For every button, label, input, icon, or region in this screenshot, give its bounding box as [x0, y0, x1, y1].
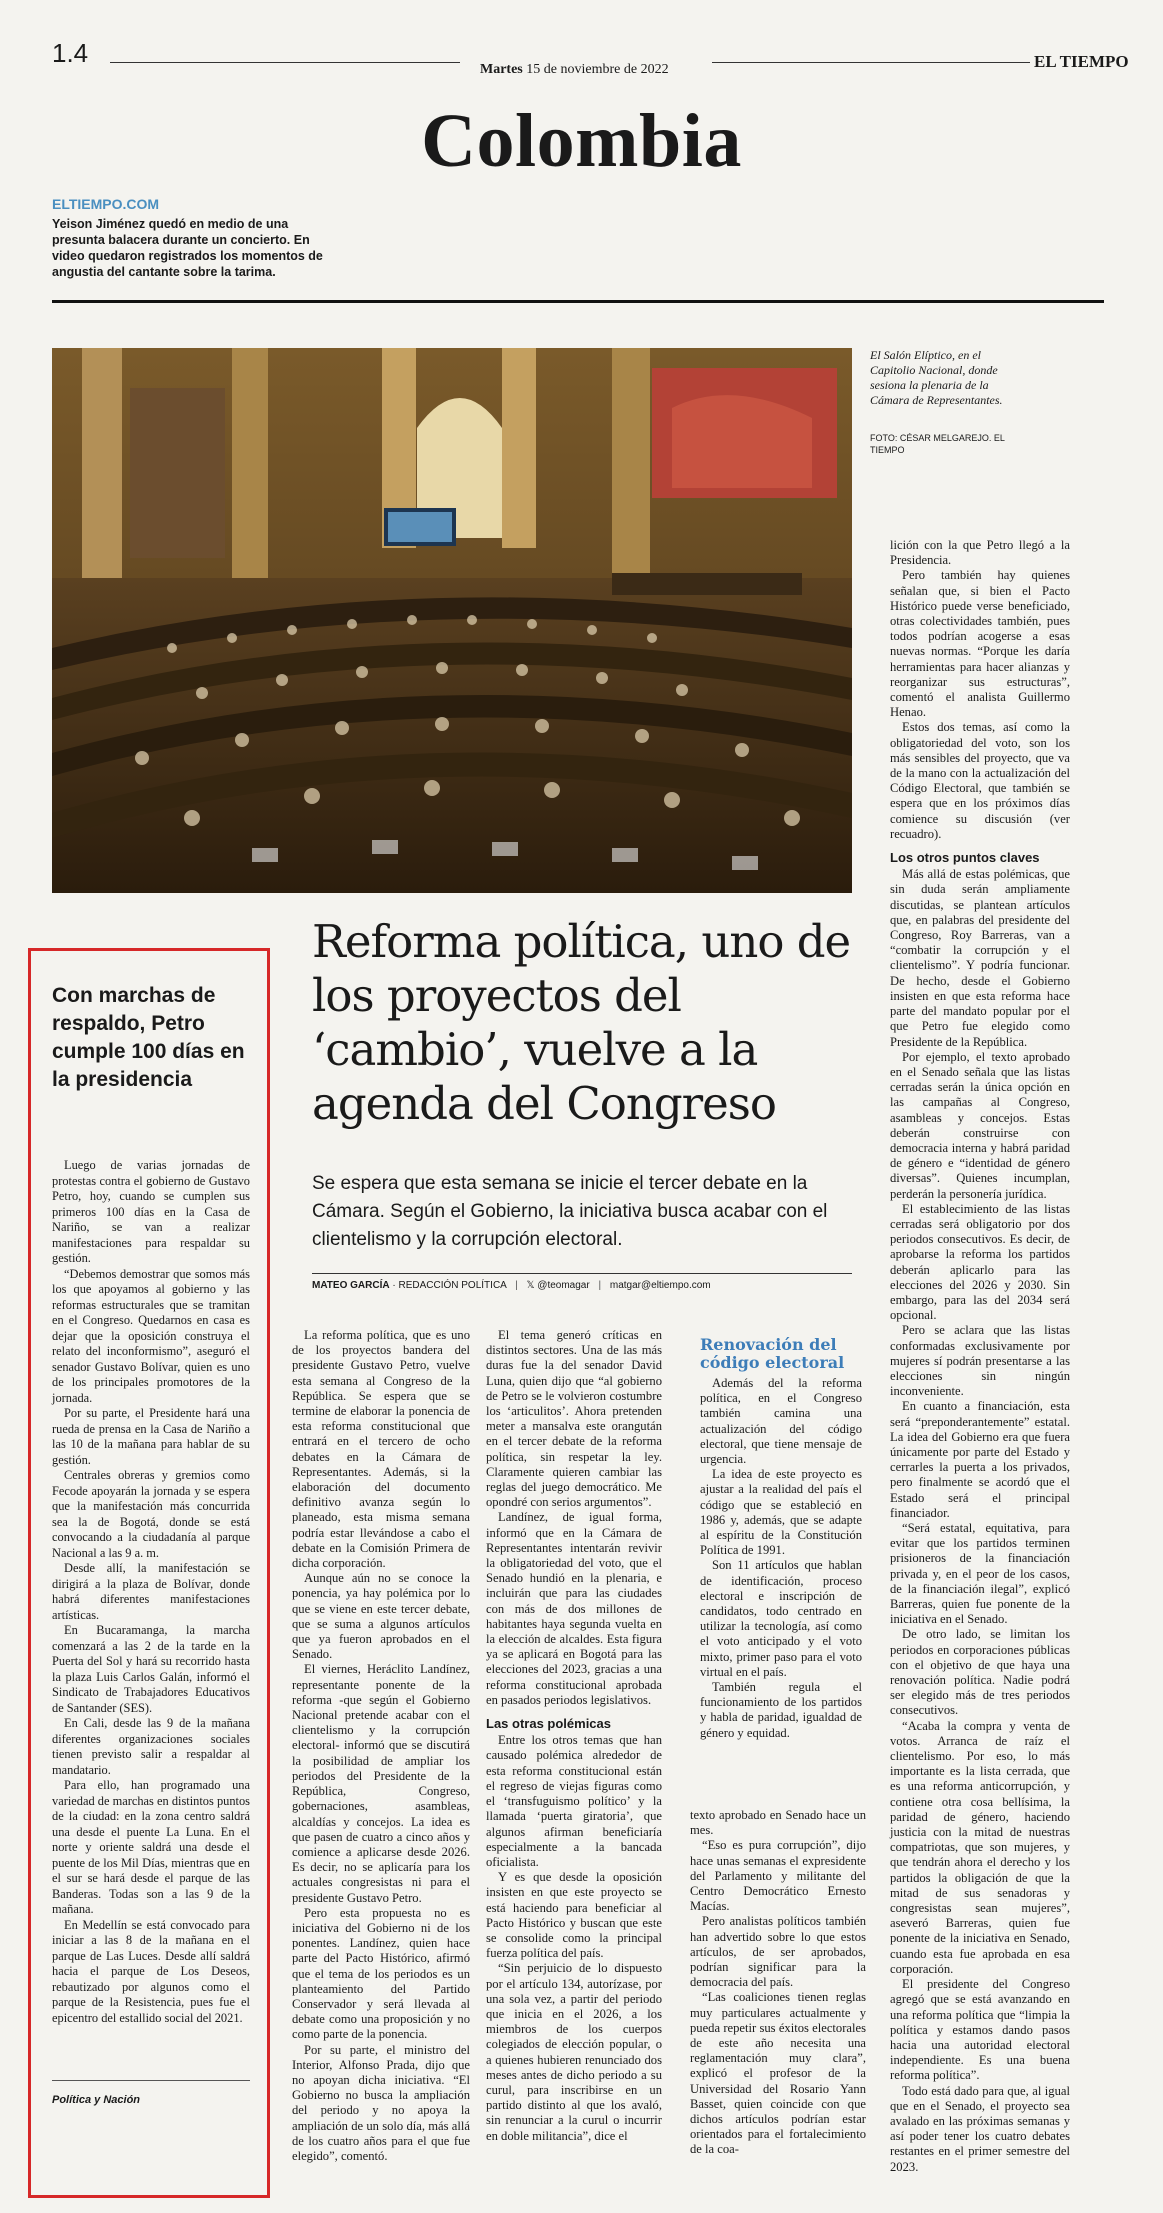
- article-paragraph: Landínez, de igual forma, informó que en la Cámara de Representantes intentarán revivir la obligatoriedad del voto, que el Senado hundió en la plenaria, e incluirán que para las ciudades con más de dos millones de habitantes haya segunda vuelta en la elección de alcaldes. Esta figura ya se aplicará en Bogotá para las elecciones del 2023, gracias a una reforma constitucional aprobada en pasados periodos legislativos.: [486, 1510, 662, 1707]
- article-paragraph: “Acaba la compra y venta de votos. Arranca de raíz el clientelismo. Por eso, lo más importante es la lista cerrada, que es una reforma anticorrupción, y contiene otra cosa bellísima, la paridad de género, haciendo justicia con la mitad de nuestras compatriotas, que son mujeres, y que tendrán ahora el derecho y los partidos la obligación de que la mitad de sus senadoras y congresistas sean mujeres”, aseveró Barreras, quien fue ponente de la iniciativa en Senado, cuando esta fue aprobada en esa corporación.: [890, 1718, 1070, 1976]
- article-paragraph: También regula el funcionamiento de los partidos y habla de paridad, igualdad de género y equidad.: [700, 1680, 862, 1740]
- article-column-2: [486, 1328, 662, 2144]
- subheading-otras-polemicas: Las otras polémicas: [486, 1716, 611, 1732]
- sidebar-paragraph: Para ello, han programado una variedad de marchas en distintos puntos de la ciudad: en la zona centro saldrá una desde el puente La Luna. En el norte y oriente saldrá una desde el puente de los Mil Días, mientras que en el sur se hará desde el parque de las Banderas. Todas son a las 9 de la mañana.: [52, 1778, 250, 1916]
- article-paragraph: La reforma política, que es uno de los proyectos bandera del presidente Gustavo Petro, vuelve esta semana al Congreso de la República. Se espera que se termine de elaborar la ponencia de esta reforma constitucional que entrará en el tercero de ocho debates en la Cámara de Representantes. Además, si la elaboración del documento definitivo avanza según lo planeado, esta misma semana podría estar llevándose a cabo el debate en la Comisión Primera de dicha corporación.: [292, 1328, 470, 1571]
- section-title: Colombia: [421, 99, 742, 183]
- sidebar-paragraph: Luego de varias jornadas de protestas contra el gobierno de Gustavo Petro, hoy, cuando se cumplen sus primeros 100 días en la Casa de Nariño, se van a realizar manifestaciones para respaldar su gestión.: [52, 1158, 250, 1265]
- promo-site-link[interactable]: ELTIEMPO.COM: [52, 196, 160, 212]
- subheading-otros-puntos: Los otros puntos claves: [890, 850, 1040, 866]
- issue-day: Martes: [480, 62, 523, 77]
- byline-author: MATEO GARCÍA: [312, 1280, 390, 1291]
- article-paragraph: “Sin perjuicio de lo dispuesto por el artículo 134, autorízase, por una sola vez, a partir del periodo que inicia en el 2026, a los miembros de los cuerpos colegiados de elección popular, o a quienes hubieren renunciado dos meses antes de dicho periodo a su curul, para inscribirse en un partido distinto al que los avaló, sin renunciar a la curul o incurrir en doble militancia”, dice el: [486, 1961, 662, 2143]
- article-paragraph: Además del la reforma política, en el Congreso también camina una actualización del código electoral, que tiene mensaje de urgencia.: [700, 1376, 862, 1467]
- sidebar-paragraph: Centrales obreras y gremios como Fecode apoyarán la jornada y se espera que la manifestación más concurrida sea la de Bogotá, donde se está convocando a la ciudadanía al parque Nacional a las 9 a. m.: [52, 1468, 250, 1560]
- article-paragraph: Todo está dado para que, al igual que en el Senado, el proyecto sea avalado en las próximas semanas y así poder tener los cuatro debates restantes en el primer semestre del 2023.: [890, 2083, 1070, 2174]
- article-paragraph: El tema generó críticas en distintos sectores. Una de las más duras fue la del senador David Luna, quien dijo que “al gobierno de Petro se le volvieron costumbre los ‘articulitos’. Ahora pretenden meter a mansalva este orangután en el tercer debate de la reforma política, sin respetar la ley. Claramente quieren cambiar las reglas del juego democrático. Me opondré con serios argumentos”.: [486, 1328, 662, 1510]
- sidebar-paragraph: En Medellín se está convocado para iniciar a las 8 de la mañana en el parque de Las Luces. Desde allí saldrá hacia el parque de Los Deseos, rebautizado por algunos como el parque de la Resistencia, pues fue el epicentro del estallido social del 2021.: [52, 1917, 250, 2025]
- header-rule-left: [110, 62, 460, 63]
- article-paragraph: “Las coaliciones tienen reglas muy particulares actualmente y pueda repetir sus éxitos electorales de este año necesita una reglamentación muy clara”, explicó el profesor de la Universidad del Rosario Yann Basset, quien coincide con que dichos artículos podrían estar orientados para el fortalecimiento de la coa-: [690, 1990, 866, 2157]
- article-paragraph: Son 11 artículos que hablan de identificación, proceso electoral e inscripción de candidatos, todo centrado en utilizar la tecnología, así como el voto anticipado y el voto mixto, primer paso para el voto virtual en el país.: [700, 1558, 862, 1679]
- chamber-illustration: [52, 348, 852, 893]
- article-paragraph: De otro lado, se limitan los periodos en corporaciones públicas con el objetivo de que haya una renovación política. Nadie podrá ser elegido más de tres periodos consecutivos.: [890, 1627, 1070, 1718]
- sidebar-section-tag: Política y Nación: [52, 2094, 141, 2106]
- header-divider: [52, 300, 1104, 303]
- article-paragraph: En cuanto a financiación, esta será “preponderantemente” estatal. La idea del Gobierno era que fuera únicamente por parte del Estado y cerrarles la puerta a los privados, pero finalmente se acordó que el Estado será el principal financiador.: [890, 1399, 1070, 1520]
- issue-date-text: 15 de noviembre de 2022: [526, 62, 669, 77]
- article-paragraph: El presidente del Congreso agregó que se está avanzando en una reforma política que “limpia la política y estamos dando pasos hacia una autoridad electoral independiente. Es una buena reforma política”.: [890, 1977, 1070, 2083]
- newspaper-brand: EL TIEMPO: [1034, 52, 1129, 71]
- article-paragraph: “Será estatal, equitativa, para evitar que los partidos terminen prisioneros de la financiación privada y, en el peor de los casos, de la financiación ilegal”, explicó Barreras, quien fue ponente de la iniciativa en el Senado.: [890, 1521, 1070, 1627]
- article-paragraph: Entre los otros temas que han causado polémica alrededor de esta reforma constitucional están el regreso de viejas figuras como el ‘transfuguismo político’ y la llamada ‘puerta giratoria’, que algunos afirman beneficiaría especialmente a la bancada oficialista.: [486, 1733, 662, 1869]
- sidebar-box-codigo-electoral: [700, 1328, 862, 1741]
- article-column-1: [292, 1328, 470, 2164]
- congress-chamber-photo: [52, 348, 852, 893]
- article-paragraph: Por ejemplo, el texto aprobado en el Senado señala que las listas cerradas serán la única opción en las campañas al Congreso, asambleas y concejos. Estas deberán construirse con democracia interna y habrá paridad de género e “identidad de género diversas”. Quienes incumplan, perderán la personería jurídica.: [890, 1049, 1070, 1201]
- article-headline: Reforma política, uno de los proyectos del ‘cambio’, vuelve a la agenda del Congreso: [312, 915, 851, 1130]
- byline-desk: · REDACCIÓN POLÍTICA: [392, 1280, 507, 1291]
- sidebar-tag-rule: [52, 2080, 250, 2081]
- article-paragraph: Estos dos temas, así como la obligatoriedad del voto, son los más sensibles del proyecto, que va de la mano con la actualización del Código Electoral, que también se espera que en los próximos días comience su discusión (ver recuadro).: [890, 720, 1070, 841]
- sidebar-paragraph: Por su parte, el Presidente hará una rueda de prensa en la Casa de Nariño a las 10 de la mañana para hablar de su gestión.: [52, 1406, 250, 1467]
- article-paragraph: Pero se aclara que las listas conformadas exclusivamente por mujeres sí podrán presentarse a las elecciones sin ningún inconveniente.: [890, 1323, 1070, 1399]
- sidebar-paragraph: En Bucaramanga, la marcha comenzará a las 2 de la tarde en la Puerta del Sol y hará su recorrido hasta la plaza Luis Carlos Galán, informó el Sindicato de Trabajadores Educativos de Santander (SES).: [52, 1623, 250, 1715]
- subheading-codigo-electoral: Renovación del código electoral: [700, 1335, 845, 1372]
- byline-twitter[interactable]: @teomagar: [537, 1280, 590, 1291]
- page-number: 1.4: [52, 38, 89, 68]
- article-column-3: [690, 1808, 866, 2158]
- sidebar-paragraph: “Debemos demostrar que somos más los que apoyamos al gobierno y las reformas estructurales que se tramitan en el Congreso. Quedarnos en casa es dejar que la oposición construya el relato del inconformismo”, aseguró el senador Gustavo Bolívar, quien es uno de los principales promotores de la jornada.: [52, 1266, 250, 1405]
- byline-email[interactable]: matgar@eltiempo.com: [609, 1280, 711, 1291]
- twitter-icon: 𝕏: [526, 1280, 535, 1291]
- photo-caption: El Salón Elíptico, en el Capitolio Nacional, donde sesiona la plenaria de la Cámara de Representantes.: [870, 348, 1003, 407]
- photo-credit: FOTO: CÉSAR MELGAREJO. EL TIEMPO: [870, 433, 1005, 455]
- article-paragraph: Pero esta propuesta no es iniciativa del Gobierno ni de los ponentes. Landínez, quien hace parte del Pacto Histórico, afirmó que el tema de los periodos es un planteamiento del Partido Conservador y será llevada al debate como una proposición y no como parte de la ponencia.: [292, 1905, 470, 2042]
- header-rule-right: [712, 62, 1030, 63]
- article-paragraph: Pero también hay quienes señalan que, si bien el Pacto Histórico puede verse beneficiado, otras colectividades también, pues todos podrían acogerse a esas nuevas normas. “Porque les daría herramientas para hacer alianzas y reorganizar sus estructuras”, comentó el analista Guillermo Henao.: [890, 568, 1070, 720]
- article-paragraph: Más allá de estas polémicas, que sin duda serán ampliamente discutidas, se plantean artículos que, en palabras del presidente del Congreso, Roy Barreras, van a “combatir la corrupción y el clientelismo”. Y podría funcionar. De hecho, desde el Gobierno insisten en que esta reforma hace parte del mandato popular por el que Petro fue elegido como Presidente de la República.: [890, 867, 1070, 1049]
- issue-date: [480, 62, 669, 78]
- article-paragraph: El establecimiento de las listas cerradas será obligatorio por dos periodos consecutivos. Es decir, de aprobarse la reforma los partidos deberán aplicarlo para las elecciones del 2026 y 2030. Sin embargo, para las del 2034 será opcional.: [890, 1201, 1070, 1323]
- article-paragraph: Por su parte, el ministro del Interior, Alfonso Prada, dijo que no apoyan dicha iniciativa. “El Gobierno no busca la ampliación del periodo y no apoya la ampliación de un solo día, más allá de los cuatro años para el que fue elegido”, comentó.: [292, 2042, 470, 2163]
- promo-teaser: Yeison Jiménez quedó en medio de una presunta balacera durante un concierto. En video quedaron registrados los momentos de angustia del cantante sobre la tarima.: [52, 217, 323, 279]
- article-paragraph: “Eso es pura corrupción”, dijo hace unas semanas el expresidente del Parlamento y militante del Centro Democrático Ernesto Macías.: [690, 1838, 866, 1914]
- article-paragraph: lición con la que Petro llegó a la Presidencia.: [890, 538, 1070, 568]
- article-paragraph: Aunque aún no se conoce la ponencia, ya hay polémica por lo que se viene en este tercer debate, que se suma a algunos artículos que ya fueron aprobados en el Senado.: [292, 1571, 470, 1662]
- sidebar-body: [52, 1158, 250, 2026]
- sidebar-paragraph: En Cali, desde las 9 de la mañana diferentes organizaciones sociales tienen previsto salir a respaldar al mandatario.: [52, 1716, 250, 1777]
- sidebar-headline: Con marchas de respaldo, Petro cumple 100 días en la presidencia: [52, 984, 245, 1091]
- article-byline: MATEO GARCÍA · REDACCIÓN POLÍTICA | 𝕏 @teomagar | matgar@eltiempo.com: [312, 1273, 852, 1291]
- article-dek: Se espera que esta semana se inicie el tercer debate en la Cámara. Según el Gobierno, la iniciativa busca acabar con el clientelismo y la corrupción electoral.: [312, 1173, 828, 1250]
- article-paragraph: texto aprobado en Senado hace un mes.: [690, 1808, 866, 1838]
- article-paragraph: Y es que desde la oposición insisten en que este proyecto se está haciendo para beneficiar al Pacto Histórico y buscan que este se consolide como la principal fuerza política del país.: [486, 1870, 662, 1961]
- article-paragraph: Pero analistas políticos también han advertido sobre lo que estos artículos, de ser aprobados, podrían significar para la democracia del país.: [690, 1914, 866, 1990]
- article-column-4: [890, 538, 1070, 2175]
- article-paragraph: La idea de este proyecto es ajustar a la realidad del país el código que se estableció en 1986 y, además, que se adapte al espíritu de la Constitución Política de 1991.: [700, 1467, 862, 1558]
- article-paragraph: El viernes, Heráclito Landínez, representante ponente de la reforma -que según el Gobierno Nacional pretende acabar con el clientelismo y la corrupción electoral- informó que se discutirá la posibilidad de ampliar los periodos del Presidente de la República, Congreso, gobernaciones, asambleas, alcaldías y concejos. La idea es que pasen de cuatro a cinco años y comience a aplicarse desde 2026. Es decir, no se aplicaría para los actuales congresistas ni para el presidente Gustavo Petro.: [292, 1662, 470, 1905]
- sidebar-paragraph: Desde allí, la manifestación se dirigirá a la plaza de Bolívar, donde habrá diferentes manifestaciones artísticas.: [52, 1561, 250, 1622]
